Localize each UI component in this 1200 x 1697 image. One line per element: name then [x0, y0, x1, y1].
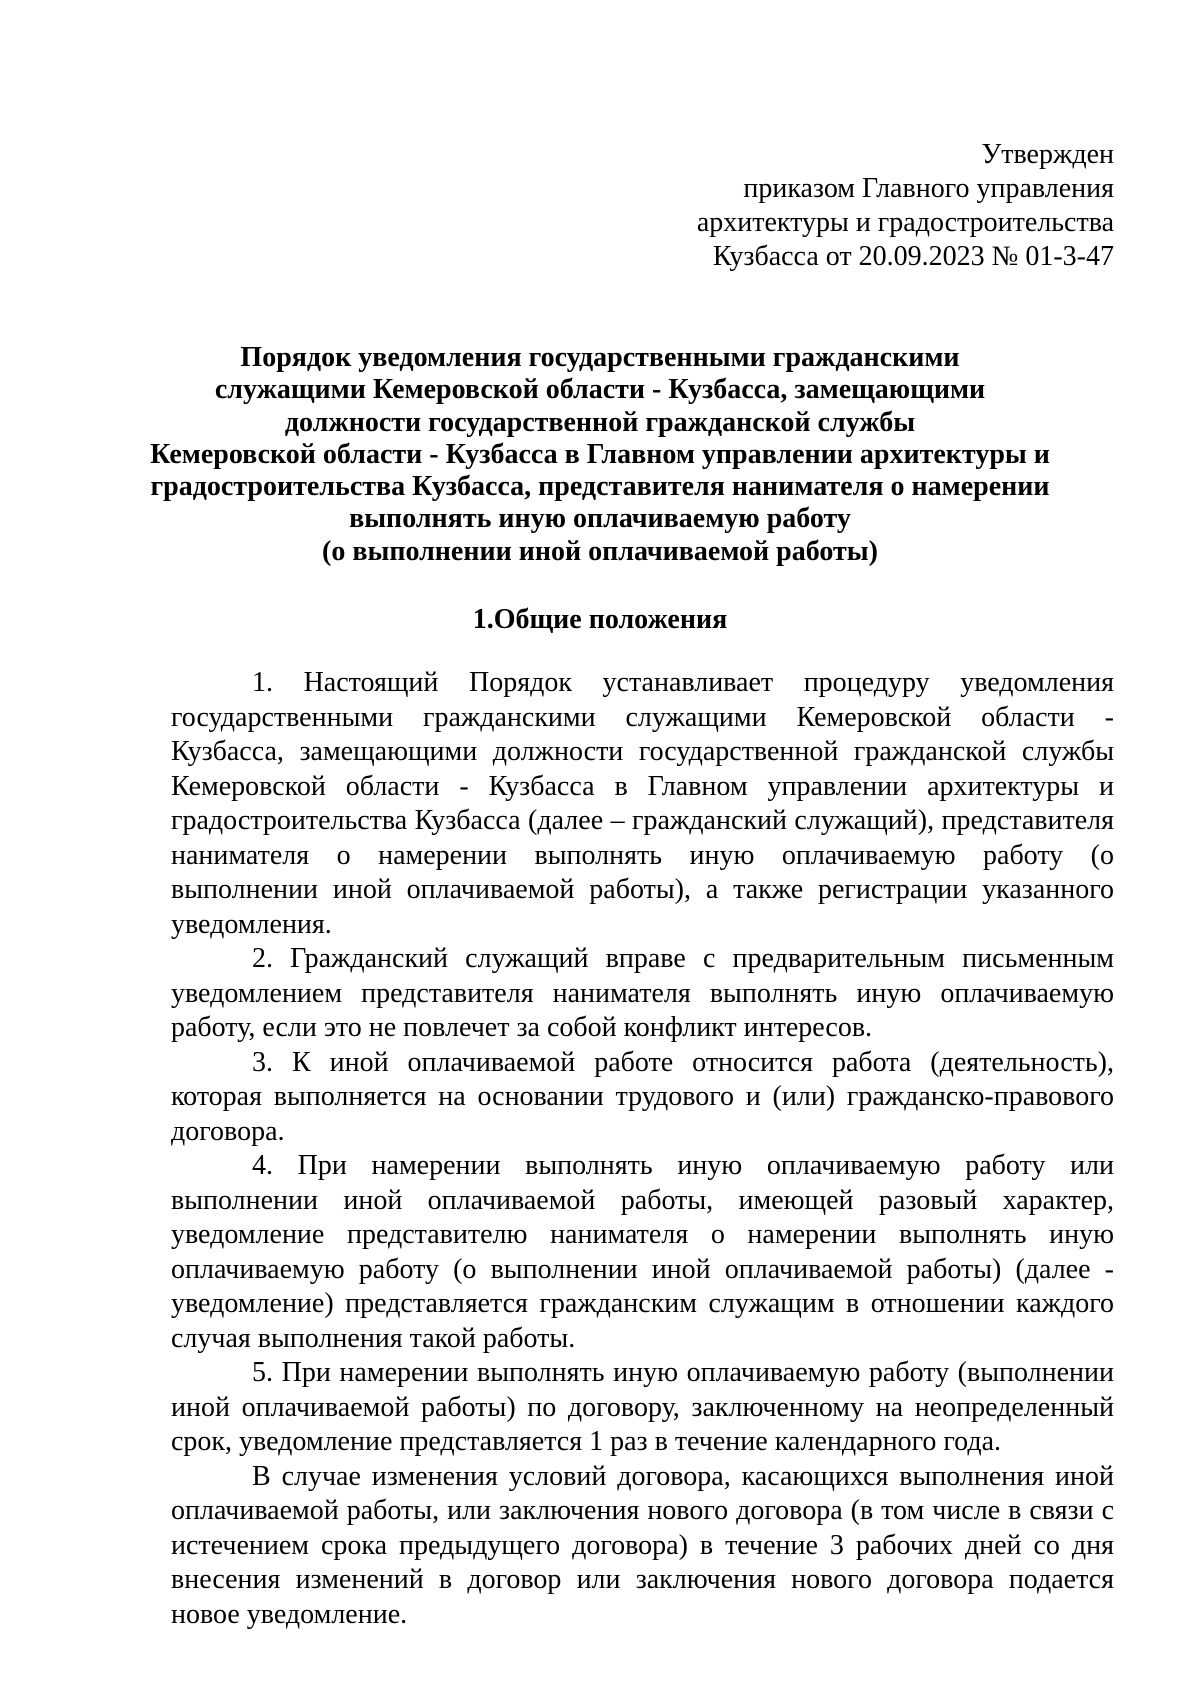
title-line: служащими Кемеровской области - Кузбасса, замещающими [214, 374, 986, 406]
paragraph-6: В случае изменения условий договора, касающихся выполнения иной оплачиваемой работы, или заключения нового договора (в том числе в связи с истечением срока предыдущего договора) в течение 3 рабочих дней со дня внесения изменений в договор или заключения нового договора подается новое уведомление. [171, 1460, 1114, 1630]
title-line: выполнять иную оплачиваемую работу [349, 503, 851, 535]
title-line: Порядок уведомления государственными гражданскими [240, 342, 960, 373]
paragraph-2: 2. Гражданский служащий вправе с предварительным письменным уведомлением представителя нанимателя выполнять иную оплачиваемую работу, если это не повлечет за собой конфликт интересов. [171, 943, 1114, 1043]
approval-line: приказом Главного управления [743, 173, 1114, 204]
title-line: (о выполнении иной оплачиваемой работы) [322, 535, 878, 567]
paragraph-4: 4. При намерении выполнять иную оплачиваемую работу или выполнении иной оплачиваемой работы, имеющей разовый характер, уведомление представителю нанимателя о намерении выполнять иную оплачиваемую работу (о выполнении иной оплачиваемой работы) (далее - уведомление) представляется гражданским служащим в отношении каждого случая выполнения такой работы. [171, 1150, 1114, 1354]
paragraph-3: 3. К иной оплачиваемой работе относится работа (деятельность), которая выполняется на основании трудового и (или) гражданско-правового договора. [171, 1046, 1114, 1147]
paragraph-5: 5. При намерении выполнять иную оплачиваемую работу (выполнении иной оплачиваемой работы) по договору, заключенному на неопределенный срок, уведомление представляется 1 раз в течение календарного года. [171, 1357, 1114, 1457]
title-line: Кемеровской области - Кузбасса в Главном управлении архитектуры и [150, 438, 1050, 470]
title-line: должности государственной гражданской службы [284, 406, 916, 438]
section-heading: 1.Общие положения [472, 604, 728, 635]
title-line: градостроительства Кузбасса, представителя нанимателя о намерении [150, 471, 1050, 503]
approval-line: Кузбасса от 20.09.2023 № 01-3-47 [712, 241, 1114, 272]
approval-line: архитектуры и градостроительства [696, 207, 1114, 238]
approval-stamp-block [697, 138, 1114, 274]
approval-line: Утвержден [981, 139, 1114, 170]
document-title [120, 342, 1080, 568]
paragraph-1: 1. Настоящий Порядок устанавливает процедуру уведомления государственными гражданскими служащими Кемеровской области - Кузбасса, замещающими должности государственной гражданской службы Кемеровской области - Кузбасса в Главном управлении архитектуры и градостроительства Кузбасса (далее – гражданский служащий), представителя нанимателя о намерении выполнять иную оплачиваемую работу (о выполнении иной оплачиваемой работы), а также регистрации указанного уведомления. [171, 667, 1114, 940]
section-body [171, 666, 1114, 1632]
